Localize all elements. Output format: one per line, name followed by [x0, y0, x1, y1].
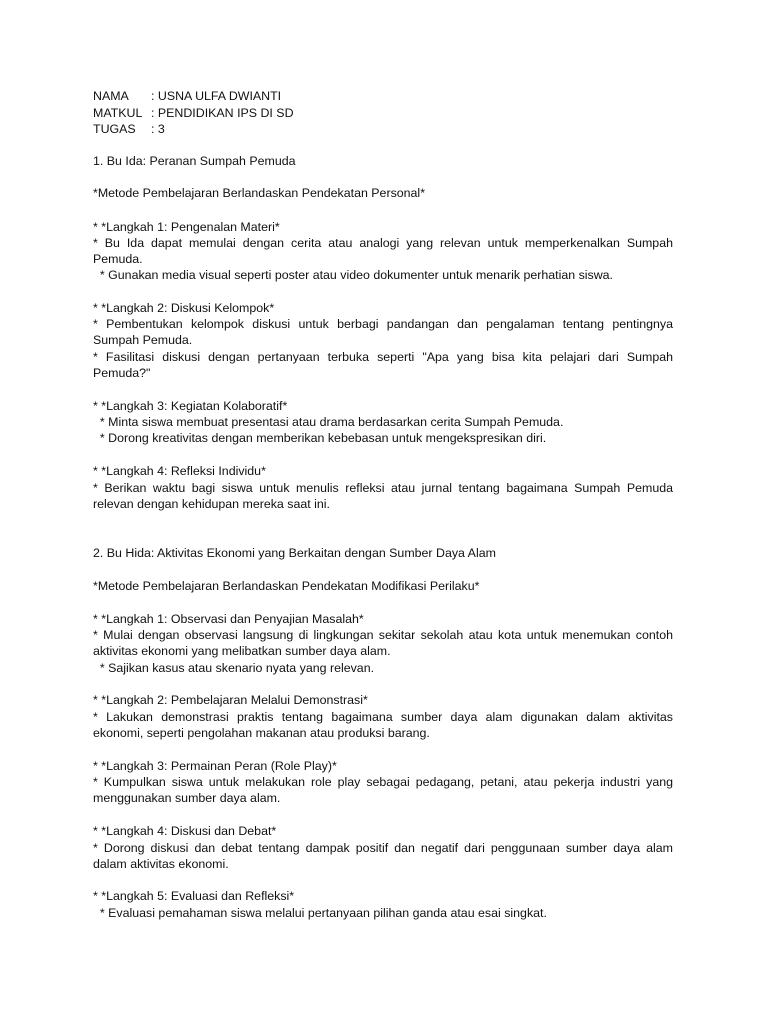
- nama-value: : USNA ULFA DWIANTI: [151, 89, 282, 103]
- student-info: [93, 88, 294, 138]
- section1-step3-point1: * Minta siswa membuat presentasi atau drama berdasarkan cerita Sumpah Pemuda.: [93, 415, 564, 429]
- section1-step4-heading: * *Langkah 4: Refleksi Individu*: [93, 464, 266, 478]
- section2-step4-heading: * *Langkah 4: Diskusi dan Debat*: [93, 824, 277, 838]
- section2-step5-heading: * *Langkah 5: Evaluasi dan Refleksi*: [93, 889, 295, 903]
- section2-step2-heading: * *Langkah 2: Pembelajaran Melalui Demonstrasi*: [93, 693, 368, 707]
- section1-method: *Metode Pembelajaran Berlandaskan Pendekatan Personal*: [93, 186, 426, 200]
- tugas-row: [93, 121, 294, 138]
- section2-method: *Metode Pembelajaran Berlandaskan Pendekatan Modifikasi Perilaku*: [93, 579, 480, 593]
- tugas-label: TUGAS: [93, 122, 136, 136]
- section1-step2-point2: * Fasilitasi diskusi dengan pertanyaan terbuka seperti "Apa yang bisa kita pelajari dari Sumpah Pemuda?": [93, 350, 673, 381]
- section2-step1-point2: * Sajikan kasus atau skenario nyata yang relevan.: [93, 661, 375, 675]
- section2-title: 2. Bu Hida: Aktivitas Ekonomi yang Berkaitan dengan Sumber Daya Alam: [93, 546, 496, 560]
- section1-title: 1. Bu Ida: Peranan Sumpah Pemuda: [93, 154, 296, 168]
- section1-step1-heading: * *Langkah 1: Pengenalan Materi*: [93, 220, 280, 234]
- nama-label: NAMA: [93, 89, 129, 103]
- section2-step2-point1: * Lakukan demonstrasi praktis tentang bagaimana sumber daya alam digunakan dalam aktivitas ekonomi, seperti pengolahan makanan atau produksi barang.: [93, 710, 673, 741]
- nama-row: [93, 88, 294, 105]
- section1-step3-heading: * *Langkah 3: Kegiatan Kolaboratif*: [93, 399, 288, 413]
- section1-step1-point1: * Bu Ida dapat memulai dengan cerita atau analogi yang relevan untuk memperkenalkan Sumpah Pemuda.: [93, 236, 673, 267]
- section2-step3-point1: * Kumpulkan siswa untuk melakukan role play sebagai pedagang, petani, atau pekerja industri yang menggunakan sumber daya alam.: [93, 775, 673, 806]
- section1-step2-point1: * Pembentukan kelompok diskusi untuk berbagi pandangan dan pengalaman tentang pentingnya Sumpah Pemuda.: [93, 317, 673, 348]
- section2-step4-point1: * Dorong diskusi dan debat tentang dampak positif dan negatif dari penggunaan sumber daya alam dalam aktivitas ekonomi.: [93, 841, 673, 872]
- section1-step1-point2: * Gunakan media visual seperti poster atau video dokumenter untuk menarik perhatian siswa.: [93, 268, 614, 282]
- section2-step1-point1: * Mulai dengan observasi langsung di lingkungan sekitar sekolah atau kota untuk menemukan contoh aktivitas ekonomi yang melibatkan sumber daya alam.: [93, 628, 673, 659]
- matkul-row: [93, 105, 294, 122]
- tugas-value: : 3: [151, 122, 165, 136]
- section2-step3-heading: * *Langkah 3: Permainan Peran (Role Play)*: [93, 759, 337, 773]
- matkul-value: : PENDIDIKAN IPS DI SD: [151, 105, 294, 120]
- matkul-label: MATKUL: [93, 105, 143, 120]
- section1-step3-point2: * Dorong kreativitas dengan memberikan kebebasan untuk mengekspresikan diri.: [93, 431, 547, 445]
- section2-step1-heading: * *Langkah 1: Observasi dan Penyajian Masalah*: [93, 612, 364, 626]
- section1-step4-point1: * Berikan waktu bagi siswa untuk menulis refleksi atau jurnal tentang bagaimana Sumpah Pemuda relevan dengan kehidupan mereka saat ini.: [93, 481, 673, 512]
- section1-step2-heading: * *Langkah 2: Diskusi Kelompok*: [93, 301, 275, 315]
- section2-step5-point1: * Evaluasi pemahaman siswa melalui pertanyaan pilihan ganda atau esai singkat.: [93, 906, 547, 920]
